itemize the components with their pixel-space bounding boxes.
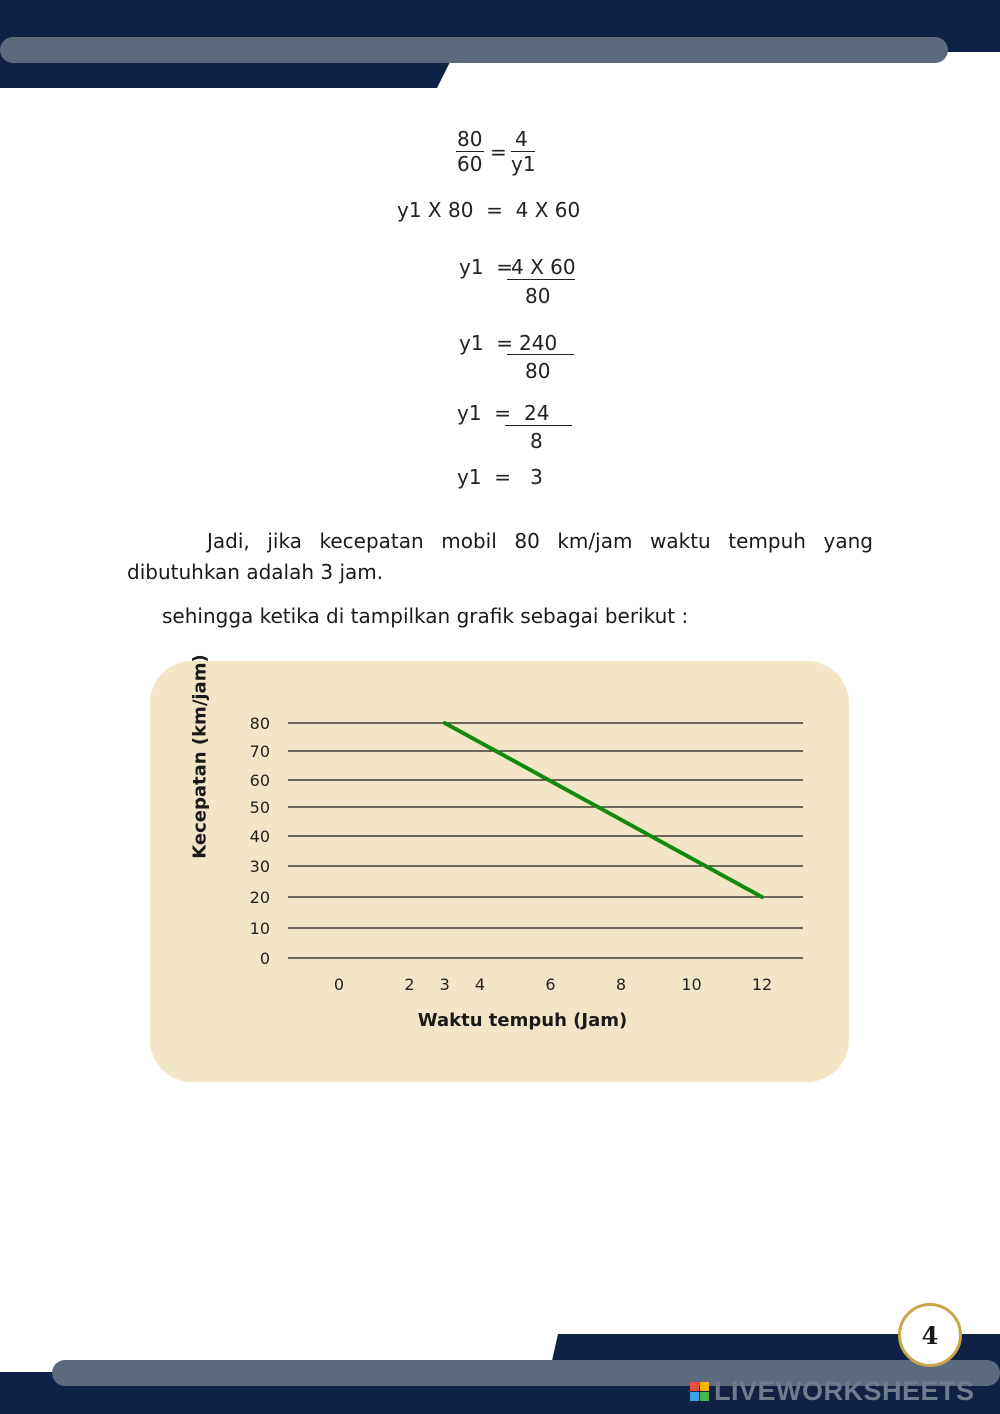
- series-line-0: [445, 723, 762, 897]
- eq5-lhs: y1 =: [457, 401, 512, 425]
- y-axis-label: Kecepatan (km/jam): [189, 654, 211, 859]
- eq1-left-numerator: 80: [457, 127, 483, 151]
- y-tick-label-60: 60: [249, 771, 270, 790]
- y-tick-label-80: 80: [249, 714, 270, 733]
- x-tick-label-8: 8: [615, 975, 627, 994]
- x-tick-label-4: 4: [474, 975, 486, 994]
- eq1-left-denominator: 60: [457, 152, 483, 176]
- eq3-denominator: 80: [525, 284, 551, 308]
- watermark: [690, 1376, 975, 1407]
- eq1-equals: =: [490, 140, 507, 164]
- eq3-numerator: 4 X 60: [511, 255, 576, 279]
- eq6: y1 = 3: [457, 465, 543, 489]
- y-tick-label-50: 50: [249, 798, 270, 817]
- y-tick-label-20: 20: [249, 888, 270, 907]
- eq5-numerator: 24: [524, 401, 550, 425]
- eq2: y1 X 80 = 4 X 60: [397, 198, 581, 222]
- x-tick-label-6: 6: [545, 975, 556, 994]
- x-tick-label-3: 3: [439, 975, 450, 994]
- watermark-text: LIVEWORKSHEETS: [714, 1376, 975, 1406]
- chart-panel: [150, 654, 849, 1082]
- eq3-lhs: y1 =: [459, 255, 514, 279]
- conclusion-line-1: Jadi, jika kecepatan mobil 80 km/jam waktu tempuh yang: [207, 529, 873, 553]
- x-axis-label: Waktu tempuh (Jam): [417, 1010, 628, 1031]
- eq1-right-numerator: 4: [515, 127, 528, 151]
- eq4-lhs: y1 =: [459, 331, 514, 355]
- header-grey-bar: [0, 37, 948, 63]
- liveworksheets-logo-icon: [690, 1382, 709, 1401]
- x-tick-label-10: 10: [681, 975, 702, 994]
- y-tick-label-30: 30: [249, 857, 270, 876]
- y-tick-label-10: 10: [249, 919, 270, 938]
- eq1-right-denominator: y1: [511, 152, 536, 176]
- y-tick-label-0: 0: [259, 949, 270, 968]
- y-tick-label-70: 70: [249, 742, 270, 761]
- eq4-denominator: 80: [525, 359, 551, 383]
- y-tick-label-40: 40: [249, 827, 270, 846]
- x-tick-label-0: 0: [333, 975, 345, 994]
- graph-intro: sehingga ketika di tampilkan grafik sebagai berikut :: [162, 604, 689, 628]
- conclusion-line-2: dibutuhkan adalah 3 jam.: [127, 560, 384, 584]
- eq5-bar: [505, 425, 572, 426]
- page-number-badge: 4: [898, 1303, 962, 1367]
- x-tick-label-2: 2: [404, 975, 415, 994]
- eq4-bar: [507, 354, 574, 355]
- eq5-denominator: 8: [530, 429, 543, 453]
- eq3-bar: [507, 279, 575, 280]
- eq4-numerator: 240: [519, 331, 558, 355]
- x-tick-label-12: 12: [751, 975, 773, 994]
